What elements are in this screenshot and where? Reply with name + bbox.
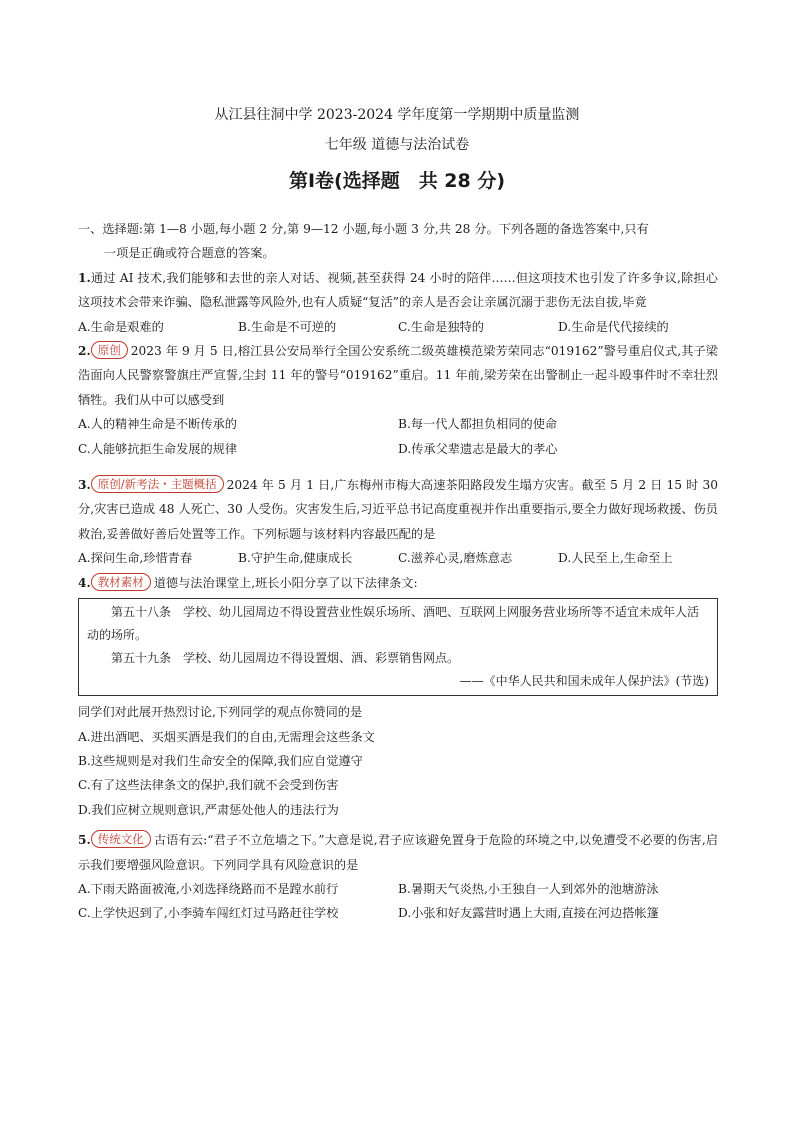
question-3 xyxy=(78,473,718,571)
option-d: D.传承父辈遗志是最大的孝心 xyxy=(398,441,558,456)
question-number: 2. xyxy=(78,344,91,359)
option-c: C.上学快迟到了,小李骑车闯红灯过马路赶往学校 xyxy=(78,906,339,921)
question-text: 古语有云:“君子不立危墙之下。”大意是说,君子应该避免置身于危险的环境之中,以免遭受不必要的伤害,启示我们要增强风险意识。下列同学具有风险意识的是 xyxy=(78,833,718,872)
options-row xyxy=(78,546,718,570)
law-source: ——《中华人民共和国未成年人保护法》(节选) xyxy=(459,674,709,689)
options-row xyxy=(78,315,718,339)
option-c: C.生命是独特的 xyxy=(398,319,484,334)
option-b: B.生命是不可逆的 xyxy=(238,319,337,334)
question-4 xyxy=(78,571,718,822)
instructions-line-1: 一、选择题:第 1—8 小题,每小题 2 分,第 9—12 小题,每小题 3 分,共 28 分。下列各题的备选答案中,只有 xyxy=(78,222,649,236)
question-5 xyxy=(78,828,718,926)
option-a: A.人的精神生命是不断传承的 xyxy=(78,417,237,432)
question-number: 5. xyxy=(78,833,91,848)
option-d: D.生命是代代接续的 xyxy=(558,319,669,334)
part-heading: 第Ⅰ卷(选择题 共 28 分) xyxy=(288,170,506,192)
option-b: B.每一代人都担负相同的使命 xyxy=(398,417,558,432)
law-article-59: 第五十九条 学校、幼儿园周边不得设置烟、酒、彩票销售网点。 xyxy=(111,651,460,666)
tag-badge: 原创/新考法・主题概括 xyxy=(91,475,224,493)
tag-badge: 原创 xyxy=(91,341,128,359)
options-row xyxy=(78,437,718,461)
question-text: 2024 年 5 月 1 日,广东梅州市梅大高速茶阳路段发生塌方灾害。截至 5 月 2 日 15 时 30 分,灾害已造成 48 人死亡、30 人受伤。灾害发生后,习近平总书记高度重视并作出重要指示,要全力做好现场救援、伤员救治,妥善做好善后处置等工作。下列标题与该材料内容最匹配的是 xyxy=(78,478,718,541)
question-number: 4. xyxy=(78,575,91,590)
option-a: A.进出酒吧、买烟买酒是我们的自由,无需理会这些条文 xyxy=(78,729,375,744)
question-text: 2023 年 9 月 5 日,榕江县公安局举行全国公安系统二级英雄模范梁芳荣同志“019162”警号重启仪式,其子梁浩面向人民警察警旗庄严宣誓,尘封 11 年的警号“019162”重启。11 年前,梁芳荣在出警制止一起斗殴事件时不幸壮烈牺牲。我们从中可以感受到 xyxy=(78,344,718,407)
option-c: C.有了这些法律条文的保护,我们就不会受到伤害 xyxy=(78,778,339,793)
law-excerpt-box xyxy=(78,598,718,696)
exam-title: 从江县往洞中学 2023-2024 学年度第一学期期中质量监测 xyxy=(214,107,580,123)
question-text: 通过 AI 技术,我们能够和去世的亲人对话、视频,甚至获得 24 小时的陪伴……但这项技术也引发了许多争议,除担心这项技术会带来诈骗、隐私泄露等风险外,也有人质疑“复活”的亲人是否会让亲属沉溺于悲伤无法自拔,毕竟 xyxy=(78,270,718,310)
option-a: A.下雨天路面被淹,小刘选择绕路而不是蹚水前行 xyxy=(78,881,339,896)
option-a: A.探问生命,珍惜青春 xyxy=(78,551,193,566)
options-row xyxy=(78,901,718,925)
option-d: D.我们应树立规则意识,严肃惩处他人的违法行为 xyxy=(78,802,339,817)
question-intro: 道德与法治课堂上,班长小阳分享了以下法律条文: xyxy=(153,575,418,590)
options-row xyxy=(78,877,718,901)
option-c: C.滋养心灵,磨炼意志 xyxy=(398,551,513,566)
option-b: B.暑期天气炎热,小王独自一人到郊外的池塘游泳 xyxy=(398,881,659,896)
tag-badge: 教材素材 xyxy=(91,573,151,591)
question-text: 同学们对此展开热烈讨论,下列同学的观点你赞同的是 xyxy=(78,705,363,720)
instructions-line-2: 一项是正确或符合题意的答案。 xyxy=(104,246,275,261)
options-row xyxy=(78,412,718,436)
option-c: C.人能够抗拒生命发展的规律 xyxy=(78,441,238,456)
question-number: 1. xyxy=(78,270,91,285)
question-2 xyxy=(78,339,718,461)
tag-badge: 传统文化 xyxy=(91,830,151,848)
exam-content xyxy=(78,217,718,926)
law-article-58: 第五十八条 学校、幼儿园周边不得设置营业性娱乐场所、酒吧、互联网上网服务营业场所等不适宜未成年人活动的场所。 xyxy=(87,605,700,643)
question-1 xyxy=(78,266,718,339)
option-b: B.这些规则是对我们生命安全的保障,我们应自觉遵守 xyxy=(78,753,363,768)
option-d: D.人民至上,生命至上 xyxy=(558,551,673,566)
option-d: D.小张和好友露营时遇上大雨,直接在河边搭帐篷 xyxy=(398,906,659,921)
exam-subtitle: 七年级 道德与法治试卷 xyxy=(324,137,470,153)
option-a: A.生命是艰难的 xyxy=(78,319,164,334)
option-b: B.守护生命,健康成长 xyxy=(238,551,353,566)
question-number: 3. xyxy=(78,478,91,493)
